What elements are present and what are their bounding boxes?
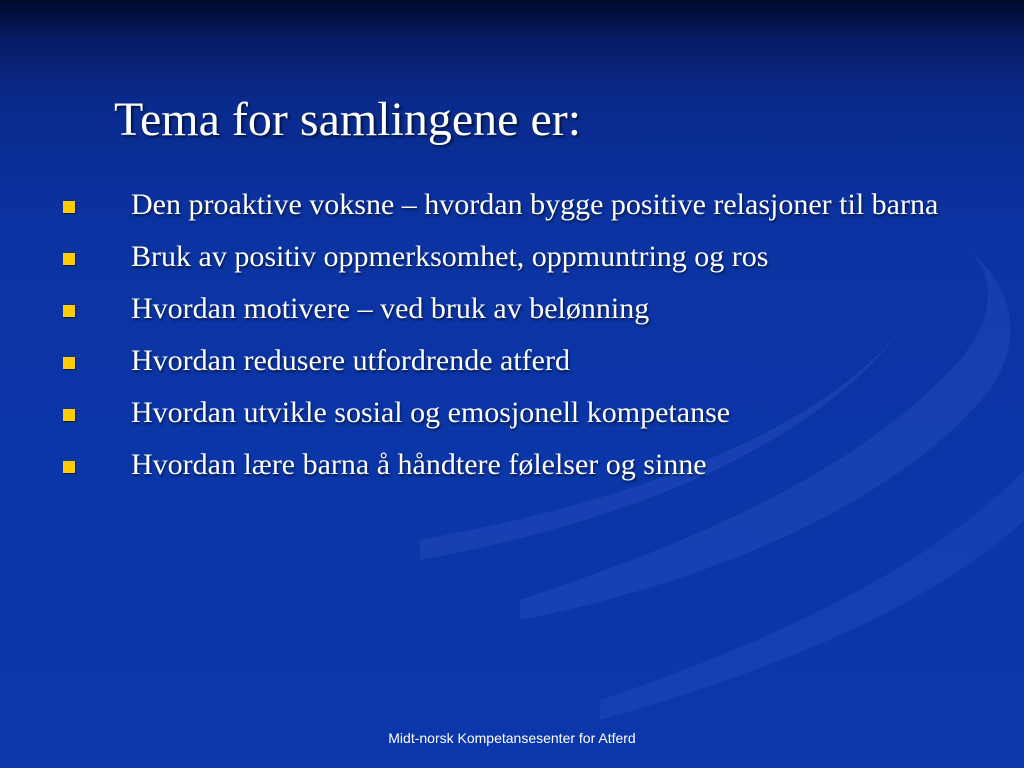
square-bullet-icon [63, 305, 75, 317]
list-item-text: Den proaktive voksne – hvordan bygge positive relasjoner til barna [131, 188, 939, 221]
square-bullet-icon [63, 461, 75, 473]
list-item-text: Hvordan motivere – ved bruk av belønning [131, 292, 650, 325]
square-bullet-icon [63, 357, 75, 369]
list-item [0, 186, 1024, 224]
list-item-text: Hvordan redusere utfordrende atferd [131, 344, 570, 377]
square-bullet-icon [63, 201, 75, 213]
list-item [0, 342, 1024, 380]
list-item [0, 446, 1024, 484]
list-item [0, 290, 1024, 328]
list-item-text: Hvordan utvikle sosial og emosjonell kompetanse [131, 396, 731, 429]
square-bullet-icon [63, 253, 75, 265]
list-item-text: Bruk av positiv oppmerksomhet, oppmuntring og ros [131, 240, 769, 273]
square-bullet-icon [63, 409, 75, 421]
list-item-text: Hvordan lære barna å håndtere følelser og sinne [131, 448, 707, 481]
slide-footer: Midt-norsk Kompetansesenter for Atferd [388, 730, 636, 746]
bullet-list [0, 186, 1024, 498]
list-item [0, 238, 1024, 276]
list-item [0, 394, 1024, 432]
slide-title: Tema for samlingene er: [114, 93, 582, 146]
